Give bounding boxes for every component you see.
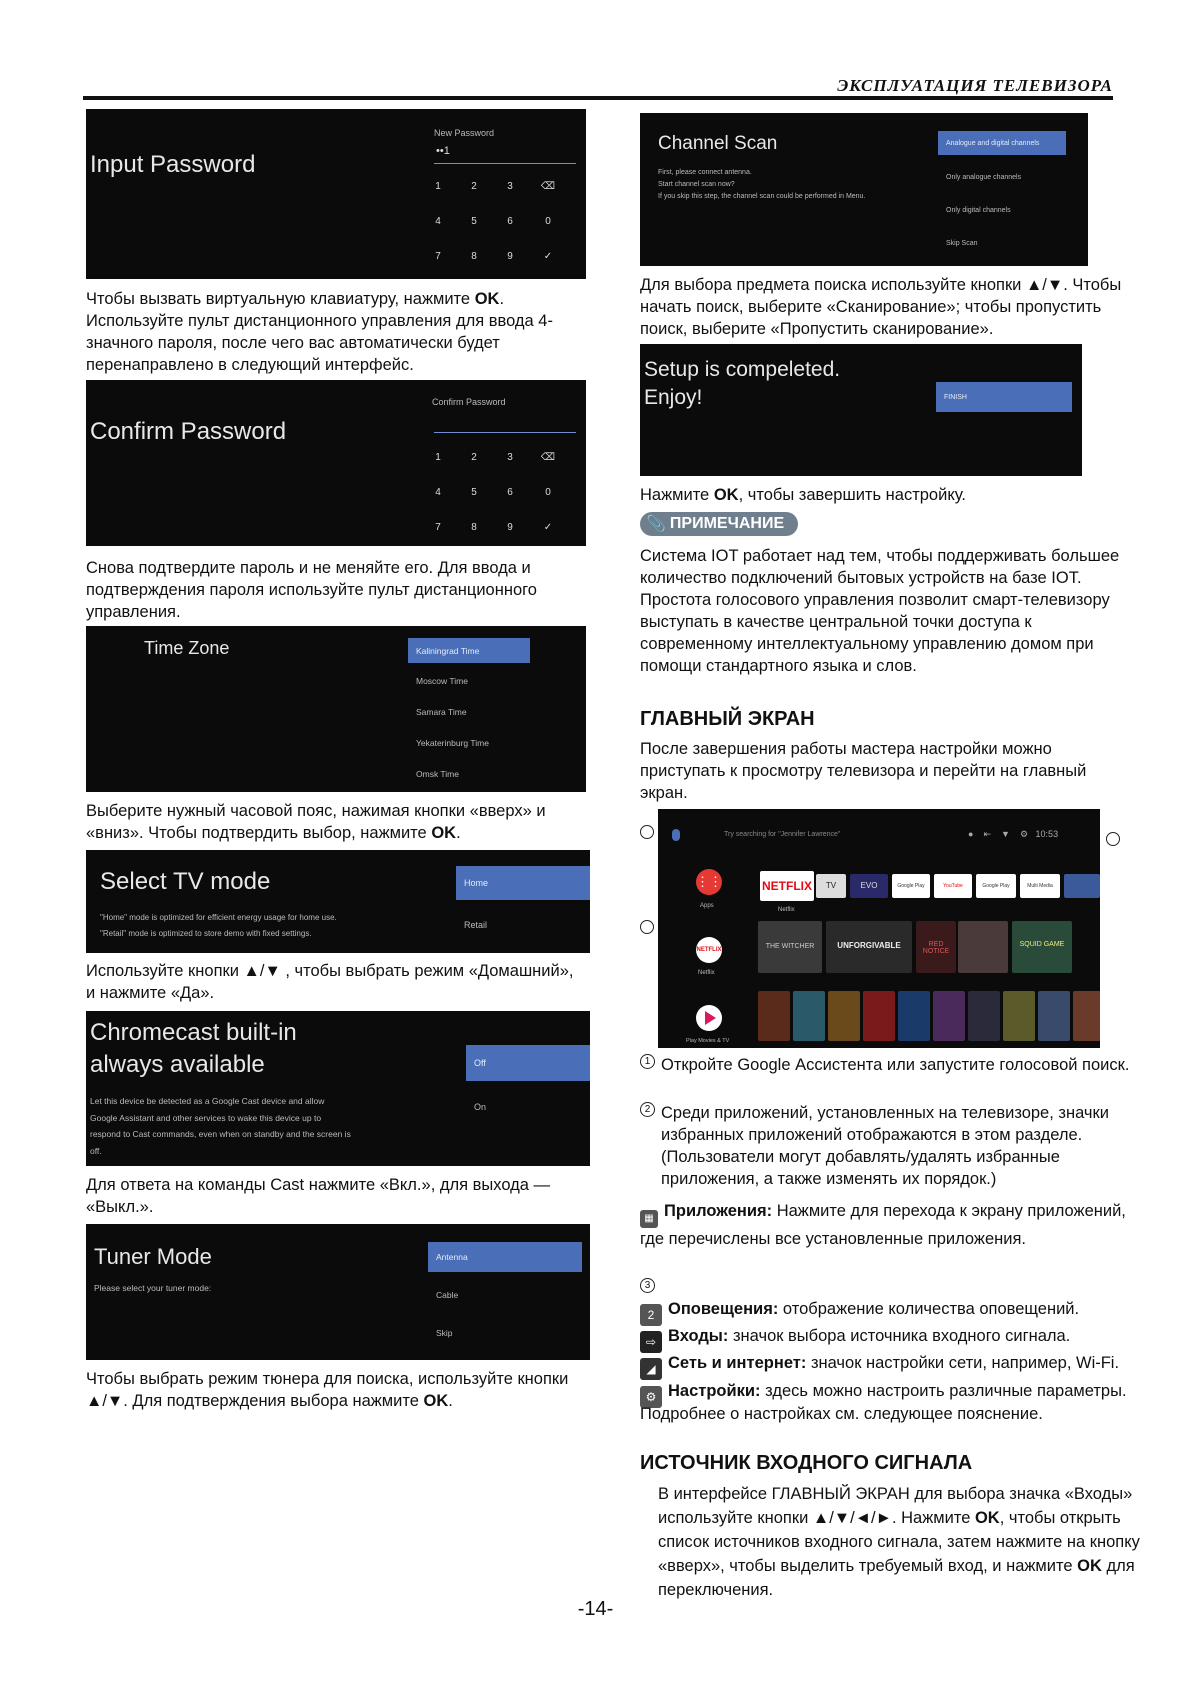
keypad-key[interactable]: 4 [435,216,441,227]
paperclip-icon: 📎 [646,516,666,533]
tz-option-yekaterinburg[interactable]: Yekaterinburg Time [416,737,489,748]
show-tile-unforgivable[interactable]: UNFORGIVABLE [826,921,912,973]
keypad-key[interactable]: 8 [471,522,477,533]
inputs-icon[interactable]: ⇤ [983,829,991,839]
keypad-key[interactable]: 0 [545,487,551,498]
screen-title: Chromecast built-in always available [90,1019,297,1078]
screen-title: Channel Scan [658,133,778,154]
keypad-key[interactable]: 1 [435,181,441,192]
note-badge: 📎 ПРИМЕЧАНИЕ [640,512,798,536]
show-tile-squid-game[interactable]: SQUID GAME [1012,921,1072,973]
status-icons [968,828,1058,840]
play-movies-icon[interactable] [696,1005,722,1031]
movie-poster-tile[interactable] [933,991,965,1041]
home-item-1: 1 Откройте Google Ассистента или запустите голосовой поиск. [640,1054,1140,1076]
keypad-key[interactable]: 0 [545,216,551,227]
tuner-option-skip[interactable]: Skip [436,1328,453,1338]
keypad-key[interactable]: 9 [507,522,513,533]
home-item-3-marker: 3 [640,1274,661,1296]
keypad-key[interactable]: 3 [507,452,513,463]
screen-title: Tuner Mode [94,1244,212,1269]
movie-poster-tile[interactable] [968,991,1000,1041]
keypad-key[interactable]: 5 [471,216,477,227]
paragraph-home-intro: После завершения работы мастера настройки можно приступать к просмотру телевизора и перейти на главный экран. [640,740,1087,802]
scan-option-analogue[interactable]: Only analogue channels [946,173,1022,181]
callout-marker-1 [640,825,654,839]
movie-poster-tile[interactable] [1073,991,1100,1041]
app-tile-tv[interactable]: TV [816,874,846,898]
screen-title: Time Zone [144,638,230,658]
home-item-2: 2 Среди приложений, установленных на телевизоре, значки избранных приложений отображаются в этом разделе. (Пользователи могут добавлять/удалять избранные приложения, а также изменять их порядок.) [640,1102,1140,1190]
app-tile-netflix[interactable]: NETFLIX [760,871,814,901]
tv-mode-screen [86,850,590,953]
show-tile-poster[interactable] [958,921,1008,973]
gear-icon: ⚙ [640,1386,662,1408]
apps-label: Apps [700,903,714,909]
movie-poster-tile[interactable] [1038,991,1070,1041]
screen-title: Confirm Password [90,418,287,445]
keypad-key[interactable]: ⌫ [540,181,556,192]
confirm-password-screen [86,380,586,546]
home-item-inputs: ⇨ Входы: значок выбора источника входного сигнала. [640,1325,1160,1353]
paragraph-note: Система IOT работает над тем, чтобы поддерживать большее количество подключений бытовых устройств на базе IOT. Простота голосового управления позволит смарт-телевизору выступать в качестве центральной точки доступа к современному интеллектуальному управлению домом при помощи стандартного языка и слов. [640,547,1120,675]
keypad-key[interactable]: ⌫ [540,452,556,463]
chromecast-option-off[interactable]: Off [466,1045,590,1081]
scan-option-analogue-digital[interactable]: Analogue and digital channels [938,131,1066,155]
field-label: Confirm Password [432,397,506,407]
keypad-key[interactable]: 7 [435,251,441,262]
show-tile-witcher[interactable]: THE WITCHER [758,921,822,973]
movie-poster-tile[interactable] [1003,991,1035,1041]
notifications-icon[interactable]: ● [968,829,974,839]
callout-marker-3 [1106,832,1120,846]
header-divider [83,96,1113,100]
home-item-network: ◢ Сеть и интернет: значок настройки сети, например, Wi-Fi. [640,1352,1160,1380]
paragraph-input-source: В интерфейсе ГЛАВНЫЙ ЭКРАН для выбора значка «Входы» используйте кнопки ▲/▼/◄/►. Нажмите OK, чтобы открыть список источников входного сигнала, затем нажмите на кнопку «вверх», чтобы выделить требуемый вход, и нажмите OK для переключения. [658,1485,1140,1599]
keypad-key[interactable]: 4 [435,487,441,498]
play-movies-label: Play Movies & TV [686,1038,730,1044]
scan-option-digital[interactable]: Only digital channels [946,206,1011,214]
finish-button[interactable]: FINISH [936,382,1072,412]
home-item-notifications: 2 Оповещения: отображение количества оповещений. [640,1298,1160,1326]
clock: 10:53 [1035,829,1059,839]
movie-poster-tile[interactable] [758,991,790,1041]
movie-poster-tile[interactable] [793,991,825,1041]
keypad-key[interactable]: 5 [471,487,477,498]
field-underline [434,163,576,164]
paragraph-tuner: Чтобы выбрать режим тюнера для поиска, используйте кнопки ▲/▼. Для подтверждения выбора нажмите OK. [86,1370,569,1410]
tv-mode-desc-home: "Home" mode is optimized for efficient energy usage for home use. [100,913,337,922]
paragraph-channel-scan: Для выбора предмета поиска используйте кнопки ▲/▼. Чтобы начать поиск, выберите «Сканирование»; чтобы пропустить поиск, выберите «Пропустить сканирование». [640,276,1122,338]
chromecast-option-on[interactable]: On [474,1102,487,1112]
scan-option-skip[interactable]: Skip Scan [946,239,978,247]
inputs-source-icon: ⇨ [640,1331,662,1353]
netflix-tile-label: Netflix [778,907,795,913]
input-password-screen [86,109,586,279]
app-tile-google-play-movies[interactable]: Google Play [976,874,1016,898]
field-underline[interactable] [434,432,576,433]
page-header-title: ЭКСПЛУАТАЦИЯ ТЕЛЕВИЗОРА [837,76,1113,95]
home-item-settings: ⚙ Настройки: здесь можно настроить различные параметры. [640,1380,1160,1408]
network-icon[interactable]: ▼ [1001,829,1010,839]
keypad-key[interactable]: 1 [435,452,441,463]
apps-grid-icon: ▦ [640,1210,658,1228]
chromecast-description: Let this device be detected as a Google Cast device and allow Google Assistant and other services to wake this device up to respond to Cast commands, even when on standby and the screen is off. [90,1096,351,1156]
tuner-mode-screen [86,1224,590,1360]
tz-option-moscow[interactable]: Moscow Time [416,675,468,686]
tz-option-omsk[interactable]: Omsk Time [416,768,459,779]
screen-title: Setup is compeleted. Enjoy! [644,358,841,409]
keypad-key[interactable]: 7 [435,522,441,533]
screen-title: Input Password [90,151,256,178]
home-item-apps: ▦ Приложения: Нажмите для перехода к экрану приложений, где перечислены все установленные приложения. [640,1202,1126,1248]
search-hint[interactable]: Try searching for "Jennifer Lawrence" [724,831,841,838]
app-tile-google-play[interactable]: Google Play [892,874,930,898]
keypad-key[interactable]: ✓ [543,251,553,262]
paragraph-time-zone: Выберите нужный часовой пояс, нажимая кнопки «вверх» и «вниз». Чтобы подтвердить выбор, нажмите OK. [86,802,546,842]
wifi-icon: ◢ [640,1358,662,1380]
setup-complete-screen [640,344,1082,476]
app-tile-multi-media[interactable]: Multi Media [1020,874,1060,898]
tuner-option-antenna[interactable]: Antenna [428,1242,582,1272]
app-tile-youtube[interactable]: YouTube [934,874,972,898]
microphone-icon[interactable] [672,829,680,841]
keypad-key[interactable]: 9 [507,251,513,262]
settings-more-info: Подробнее о настройках см. следующее пояснение. [640,1405,1043,1423]
notifications-count-icon: 2 [640,1304,662,1326]
keypad-key[interactable]: 2 [471,181,477,192]
tz-option-samara[interactable]: Samara Time [416,706,467,717]
tv-mode-option-retail[interactable]: Retail [464,920,488,930]
keypad-key[interactable]: 2 [471,452,477,463]
paragraph-input-password: Чтобы вызвать виртуальную клавиатуру, нажмите OK. Используйте пульт дистанционного управления для ввода 4-значного пароля, после чего вас автоматически будет перенаправлено в следующий интерфейс. [86,290,553,374]
tuner-option-cable[interactable]: Cable [436,1290,459,1300]
screen-title: Select TV mode [100,868,271,895]
movie-poster-tile[interactable] [828,991,860,1041]
password-field-value[interactable]: ••1 [436,145,450,157]
heading-input-source: ИСТОЧНИК ВХОДНОГО СИГНАЛА [640,1452,973,1474]
page-number: -14- [577,1598,614,1620]
home-screen [658,809,1100,1048]
chromecast-screen [86,1011,590,1166]
netflix-channel-label: Netflix [698,970,715,976]
keypad-key[interactable]: 3 [507,181,513,192]
heading-home-screen: ГЛАВНЫЙ ЭКРАН [640,708,815,730]
apps-icon[interactable]: ⋮⋮ [696,869,722,895]
app-tile-evo[interactable]: EVO [850,874,888,898]
channel-scan-description: First, please connect antenna. Start channel scan now? If you skip this step, the channel scan could be performed in Menu. [658,169,866,200]
keypad-key[interactable]: ✓ [543,522,553,533]
time-zone-screen [86,626,586,792]
paragraph-finish: Нажмите OK, чтобы завершить настройку. [640,486,966,504]
app-tile-more[interactable] [1064,874,1100,898]
netflix-channel-icon[interactable]: NETFLIX [696,937,722,963]
movie-poster-tile[interactable] [898,991,930,1041]
tv-mode-option-home[interactable]: Home [456,866,590,900]
tuner-description: Please select your tuner mode: [94,1283,212,1293]
field-label: New Password [434,128,495,138]
show-tile-red-notice[interactable]: RED NOTICE [916,921,956,973]
tv-mode-desc-retail: "Retail" mode is optimized to store demo with fixed settings. [100,929,312,938]
paragraph-tv-mode: Используйте кнопки ▲/▼ , чтобы выбрать режим «Домашний», и нажмите «Да». [86,962,574,1002]
keypad-key[interactable]: 8 [471,251,477,262]
settings-icon[interactable]: ⚙ [1019,829,1029,839]
paragraph-confirm-password: Снова подтвердите пароль и не меняйте его. Для ввода и подтверждения пароля используйте пульт дистанционного управления. [86,559,537,621]
tz-option-kaliningrad[interactable]: Kaliningrad Time [408,638,530,663]
movie-poster-tile[interactable] [863,991,895,1041]
callout-marker-2 [640,920,654,934]
keypad-key[interactable]: 6 [507,216,513,227]
keypad-key[interactable]: 6 [507,487,513,498]
channel-scan-screen [640,113,1088,266]
paragraph-chromecast: Для ответа на команды Cast нажмите «Вкл.», для выхода — «Выкл.». [86,1176,551,1216]
